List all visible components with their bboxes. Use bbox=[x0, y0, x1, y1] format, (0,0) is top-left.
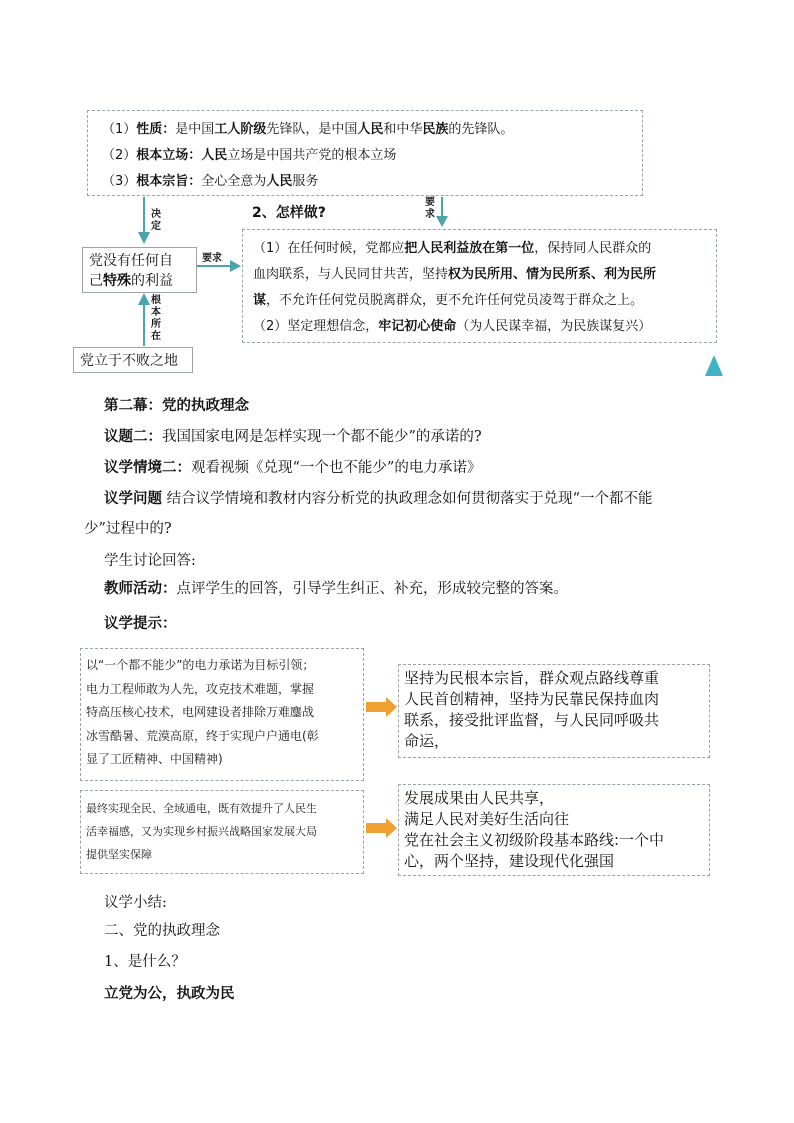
question-line: 议学问题 结合议学情境和教材内容分析党的执政理念如何贯彻落实于兑现“一个都不能 bbox=[104, 490, 653, 507]
summary-heading: 二、党的执政理念 bbox=[104, 923, 220, 939]
concept-box-1: 坚持为民根本宗旨，群众观点路线尊重 人民首创精神，坚持为民靠民保持血肉 联系，接受批评监督，与人民同呼吸共 命运， bbox=[398, 664, 710, 758]
section-title: 第二幕：党的执政理念 bbox=[104, 397, 249, 414]
stance-line: （2）根本立场：人民立场是中国共产党的根本立场 bbox=[102, 148, 397, 163]
label-basis: 根本所在 bbox=[151, 295, 161, 342]
concept-box-2: 发展成果由人民共享， 满足人民对美好生活向往 党在社会主义初级阶段基本路线:一个中 心，两个坚持，建设现代化强国 bbox=[398, 784, 710, 876]
nature-line: （1）性质：是中国工人阶级先锋队，是中国人民和中华民族的先锋队。 bbox=[102, 122, 514, 137]
orange-arrow-1 bbox=[366, 697, 398, 717]
label-decide: 决定 bbox=[151, 209, 161, 232]
summary-label: 议学小结: bbox=[104, 895, 167, 911]
orange-arrow-2 bbox=[366, 818, 398, 838]
heading-how: 2、怎样做? bbox=[252, 205, 326, 221]
question-line-2: 少”过程中的? bbox=[84, 521, 172, 537]
party-interest-box: 党没有任何自 己特殊的利益 bbox=[82, 247, 197, 293]
purpose-line: （3）根本宗旨：全心全意为人民服务 bbox=[102, 174, 319, 189]
teacher-line: 教师活动：点评学生的回答，引导学生纠正、补充，形成较完整的答案。 bbox=[104, 580, 568, 597]
how-to-box: （1）在任何时候，党都应把人民利益放在第一位，保持同人民群众的 血肉联系，与人民同甘共苦，坚持权为民所用、情为民所系、利为民所 谋，不允许任何党员脱离群众，更不允许任何党员凌驾于群众之上。 （2）坚定理想信念，牢记初心使命（为人民谋幸福，为民族谋复兴） bbox=[242, 229, 717, 343]
arrow-basis-head bbox=[138, 293, 150, 305]
arrow-decide-head bbox=[138, 232, 150, 244]
topic-line: 议题二：我国国家电网是怎样实现一个都不能少”的承诺的? bbox=[104, 428, 482, 445]
label-require-top: 要求 bbox=[425, 197, 435, 220]
invincible-box: 党立于不败之地 bbox=[73, 347, 193, 373]
hint-line: 议学提示： bbox=[104, 615, 177, 632]
summary-answer: 立党为公，执政为民 bbox=[104, 985, 235, 1002]
situation-line: 议学情境二：观看视频《兑现“一个也不能少”的电力承诺》 bbox=[104, 459, 482, 476]
arrow-require-mid-head bbox=[230, 260, 241, 272]
arrow-require-top-head bbox=[436, 216, 448, 227]
triangle-marker bbox=[704, 355, 724, 377]
label-require-mid: 要求 bbox=[202, 253, 222, 264]
case-box-1: 以“一个都不能少”的电力承诺为目标引领； 电力工程师敢为人先，攻克技术难题，掌握 特高压核心技术，电网建设者排除万难鏖战 冰雪酷暑、荒漠高原，终于实现户户通电(彰 显了工匠精神、中国精神) bbox=[80, 648, 364, 781]
case-box-2: 最终实现全民、全域通电，既有效提升了人民生 活幸福感，又为实现乡村振兴战略国家发展大局 提供坚实保障 bbox=[80, 790, 364, 874]
summary-subheading: 1、是什么？ bbox=[104, 954, 186, 970]
discussion-line: 学生讨论回答: bbox=[104, 553, 196, 569]
